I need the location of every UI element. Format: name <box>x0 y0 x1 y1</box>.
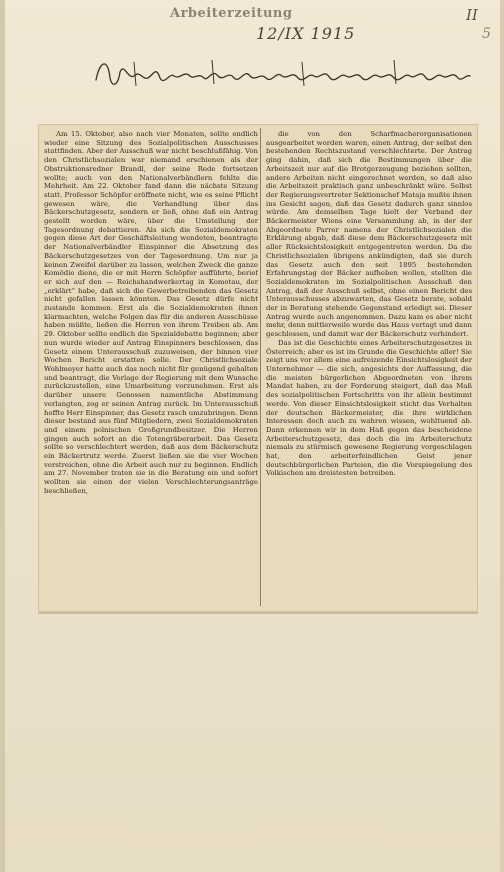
column-divider <box>260 128 261 606</box>
article-column-right <box>266 130 472 560</box>
handwritten-heading <box>94 50 474 96</box>
newspaper-clipping <box>38 124 478 612</box>
article-paragraph: Das ist die Geschichte eines Arbeiterschutzgesetzes in Österreich; aber es ist im Grunde die Geschichte aller! Sie zeigt uns vor allem eine aufreizende Einsichtslosigkeit der Unternehmer — die sich, angesichts der Auffassung, die die meisten bürgerlichen Abgeordneten von ihrem Mandat haben, zu der Forderung steigert, daß das Maß des sozialpolitischen Fortschritts von ihr allein bestimmt werde. Von dieser Einsichtslosigkeit sticht das Verhalten der deutschen Bäckermeister, die ihre wirklichen Interessen doch auch zu wahren wissen, wohltuend ab. Dann erkennen wir in dem Haß gegen das bescheidene Arbeiterschutzgesetz, das doch die im Arbeiterschutz niemals zu stürmisch gewesene Regierung vorgeschlagen hat, den arbeiterfeindlichen Geist jener deutschbürgerlichen Parteien, die die Vorspiegelung des Volkischen am dreistesten betreiben. <box>266 338 472 478</box>
newspaper-masthead: Arbeiterzeitung <box>170 6 293 21</box>
archive-mark-top: II <box>466 6 478 24</box>
article-paragraph: Am 15. Oktober, also nach vier Monaten, sollte endlich wieder eine Sitzung des Sozialpolitischen Ausschusses stattfinden. Aber der Ausschuß war nicht beschlußfähig. Von den Christlichsozialen war niemand erschienen als der Obstruktionsredner Brandl, der seine Rede fortsetzen wollte; auch von den Nationalverbändlern fehlte die Mehrheit. Am 22. Oktober fand dann die nächste Sitzung statt. Professor Schöpfer eröffnete nicht, wie es seine Pflicht gewesen wäre, die Verhandlung über das Bäckerschutzgesetz, sondern er ließ, ohne daß ein Antrag gestellt worden wäre, über die Umstellung der Tagesordnung debattieren. Als sich die Sozialdemokraten gegen diese Art der Geschäftsleitung wendeten, beantragte der Nationalverbändler Einspinner die Absetzung des Bäckerschutzgesetzes von der Tagesordnung. Um nur ja keinen Zweifel darüber zu lassen, welchen Zweck die ganze Komödie diene, die er mit Herrn Schöpfer aufführte, berief er sich auf den — Reichshandwerkertag in Komotau, der „erklärt“ habe, daß sich die Gewerbetreibenden das Gesetz nicht gefallen lassen könnten. Das Gesetz dürfe nicht zustande kommen. Erst als die Sozialdemokraten ihnen klarmachten, welche Folgen das für die anderen Ausschüsse haben müßte, ließen die Herren von ihrem Treiben ab. Am 29. Oktober sollte endlich die Spezialdebatte beginnen; aber nun wurde wieder auf Antrag Einspinners beschlossen, das Gesetz einem Unterausschuß zuzuweisen, der binnen vier Wochen Bericht erstatten solle. Der Christlichsoziale Wohlmeyer hatte auch das noch nicht für genügend gehalten und beantragt, die Vorlage der Regierung mit dem Wunsche zurückzustellen, eine Umarbeitung vorzunehmen. Erst als darüber unsere Genossen namentliche Abstimmung verlangten, zog er seinen Antrag zurück. Im Unterausschuß hoffte Herr Einspinner, das Gesetz rasch umzubringen. Denn dieser bestand aus fünf Mitgliedern, zwei Sozialdemokraten und einem polnischen Großgrundbesitzer. Die Herren gingen auch sofort an die Totengräberarbeit. Das Gesetz sollte so verschlechtert werden, daß aus dem Bäckerschutz ein Bäckertrutz werde. Zuerst ließen sie die vier Wochen verstreichen, ohne die Arbeit auch nur zu beginnen. Endlich am 27. November traten sie in die Beratung ein und sofort wollten sie einen der vielen Verschlechterungsanträge beschließen, <box>44 130 258 495</box>
clipping-date: 12/IX 1915 <box>256 24 356 43</box>
archive-mark-side: 5 <box>482 26 491 42</box>
article-paragraph: die von den Scharfmacherorganisationen ausgearbeitet worden waren, einen Antrag, der selbst den bestehenden Rechtszustand verschlechterte. Der Antrag ging dahin, daß sich die Bestimmungen über die Arbeitszeit nur auf die Brotgerzeugung beziehen sollten, andere Arbeiten nicht eingerechnet werden, so daß also die Arbeitszeit praktisch ganz unbeschränkt wäre. Selbst der Regierungsvertreter Sektionschef Mataja mußte ihnen ins Gesicht sagen, daß das Gesetz dadurch ganz sinnlos würde. Am demselben Tage hielt der Verband der Bäckermeister Wiens eine Versammlung ab, in der der Abgeordnete Parrer namens der Christlichsozialen die Erklärung abgab, daß diese dem Bäckerschutzgesetz mit aller Rücksichtslosigkeit entgegentreten werden. Da die Christlichsozialen übrigens ankündigten, daß sie durch das Gesetz auch den seit 1895 bestehenden Erfahrungstag der Bäcker aufheben wollen, stellten die Sozialdemokraten im Sozialpolitischen Ausschuß den Antrag, daß der Ausschuß selbst, ohne einen Bericht des Unterausschusses abzuwarten, das Gesetz berate, sobald der in Beratung stehende Gegenstand erledigt sei. Dieser Antrag wurde auch angenommen. Dazu kam es aber nicht mehr, denn mittlerweile wurde das Haus vertagt und dann geschlossen, und damit war der Bäckerschutz verhindert. <box>266 130 472 339</box>
article-column-left <box>44 130 258 608</box>
clipping-edge <box>38 612 478 614</box>
